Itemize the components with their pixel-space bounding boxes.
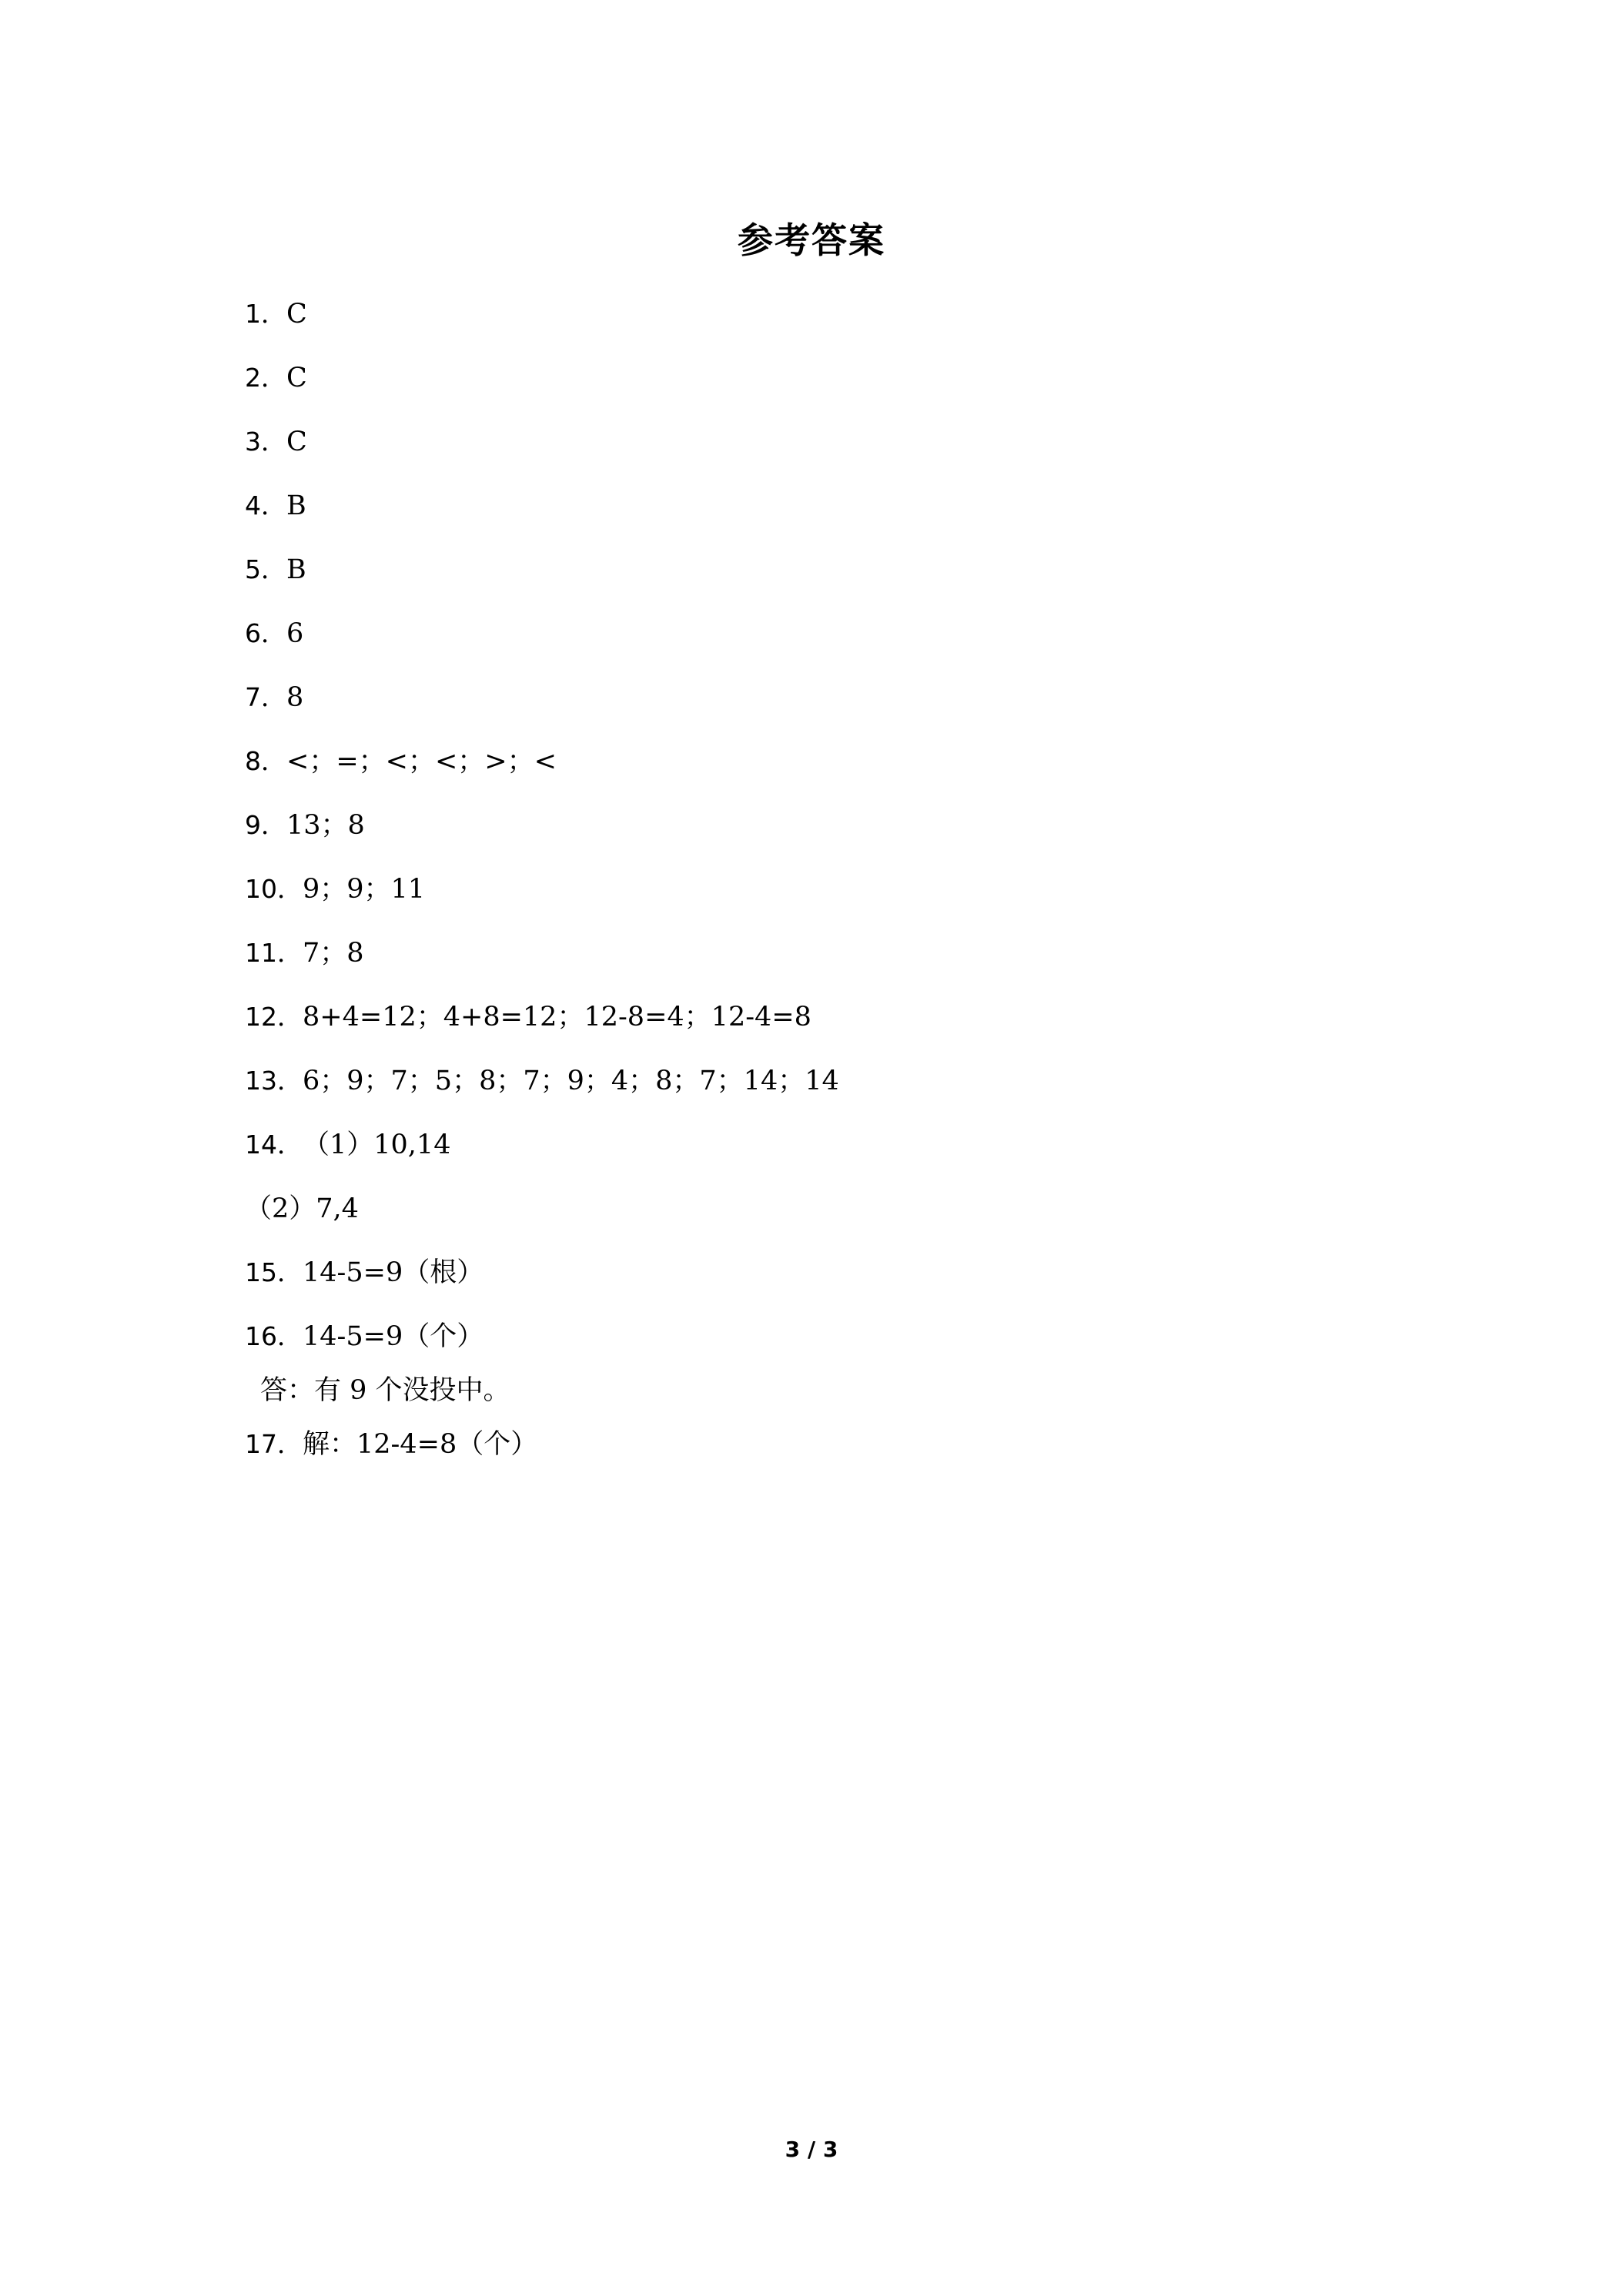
answer-number: 4． xyxy=(245,490,286,520)
answer-text: 6 xyxy=(286,618,304,649)
answer-number: 12． xyxy=(245,1002,303,1032)
answer-number: 10． xyxy=(245,874,303,904)
answer-item-12 xyxy=(245,998,1400,1062)
answer-number: 9． xyxy=(245,810,286,840)
answer-text: 14-5=9（个） xyxy=(303,1321,484,1352)
answer-number: 16． xyxy=(245,1321,303,1351)
answer-item-2 xyxy=(245,359,1400,423)
answer-item-16-reply xyxy=(245,1371,1400,1425)
answer-number: 13． xyxy=(245,1066,303,1096)
answer-subpart-text: （2）7,4 xyxy=(245,1193,359,1224)
answer-item-6 xyxy=(245,614,1400,678)
answer-number: 2． xyxy=(245,363,286,393)
answer-text: 7；8 xyxy=(303,938,364,969)
answer-text: <；=；<；<；>；< xyxy=(286,746,557,777)
answer-number: 14． xyxy=(245,1130,303,1160)
answer-text: 8 xyxy=(286,682,304,713)
answer-item-14-part-2 xyxy=(245,1190,1400,1253)
answer-item-7 xyxy=(245,678,1400,742)
answer-item-11 xyxy=(245,934,1400,998)
answer-item-3 xyxy=(245,423,1400,487)
answer-number: 11． xyxy=(245,938,303,968)
answer-number: 3． xyxy=(245,427,286,457)
answer-item-1 xyxy=(245,295,1400,359)
answer-text: 13；8 xyxy=(286,810,365,841)
answer-number: 8． xyxy=(245,746,286,776)
page-number: 3 / 3 xyxy=(785,2137,838,2162)
answer-text: 14-5=9（根） xyxy=(303,1257,484,1288)
answer-item-13 xyxy=(245,1062,1400,1126)
answer-number: 7． xyxy=(245,682,286,712)
answer-text: 9；9；11 xyxy=(303,874,426,905)
answer-text: 6；9；7；5；8；7；9；4；8；7；14；14 xyxy=(303,1066,839,1096)
answer-item-15 xyxy=(245,1253,1400,1317)
answer-text: C xyxy=(286,427,307,457)
answer-reply-text: 答：有 9 个没投中。 xyxy=(260,1375,510,1406)
answer-text: C xyxy=(286,299,307,330)
answer-item-5 xyxy=(245,551,1400,614)
answer-item-17 xyxy=(245,1425,1400,1489)
answer-text: B xyxy=(286,554,306,585)
answer-text: C xyxy=(286,363,307,393)
answer-number: 6． xyxy=(245,618,286,648)
answer-item-9 xyxy=(245,806,1400,870)
answer-item-14 xyxy=(245,1126,1400,1190)
answer-number: 1． xyxy=(245,299,286,329)
answer-text: （1）10,14 xyxy=(303,1130,451,1160)
answer-text: 解：12-4=8（个） xyxy=(303,1429,538,1460)
answer-list xyxy=(245,295,1400,1489)
answer-number: 15． xyxy=(245,1257,303,1287)
answer-item-16 xyxy=(245,1317,1400,1371)
answer-text: B xyxy=(286,490,306,521)
answer-number: 5． xyxy=(245,554,286,584)
answer-item-8 xyxy=(245,742,1400,806)
answer-text: 8+4=12；4+8=12；12-8=4；12-4=8 xyxy=(303,1002,812,1033)
answer-number: 17． xyxy=(245,1429,303,1459)
answer-item-10 xyxy=(245,870,1400,934)
answer-item-4 xyxy=(245,487,1400,551)
page-title: 参考答案 xyxy=(738,219,885,261)
